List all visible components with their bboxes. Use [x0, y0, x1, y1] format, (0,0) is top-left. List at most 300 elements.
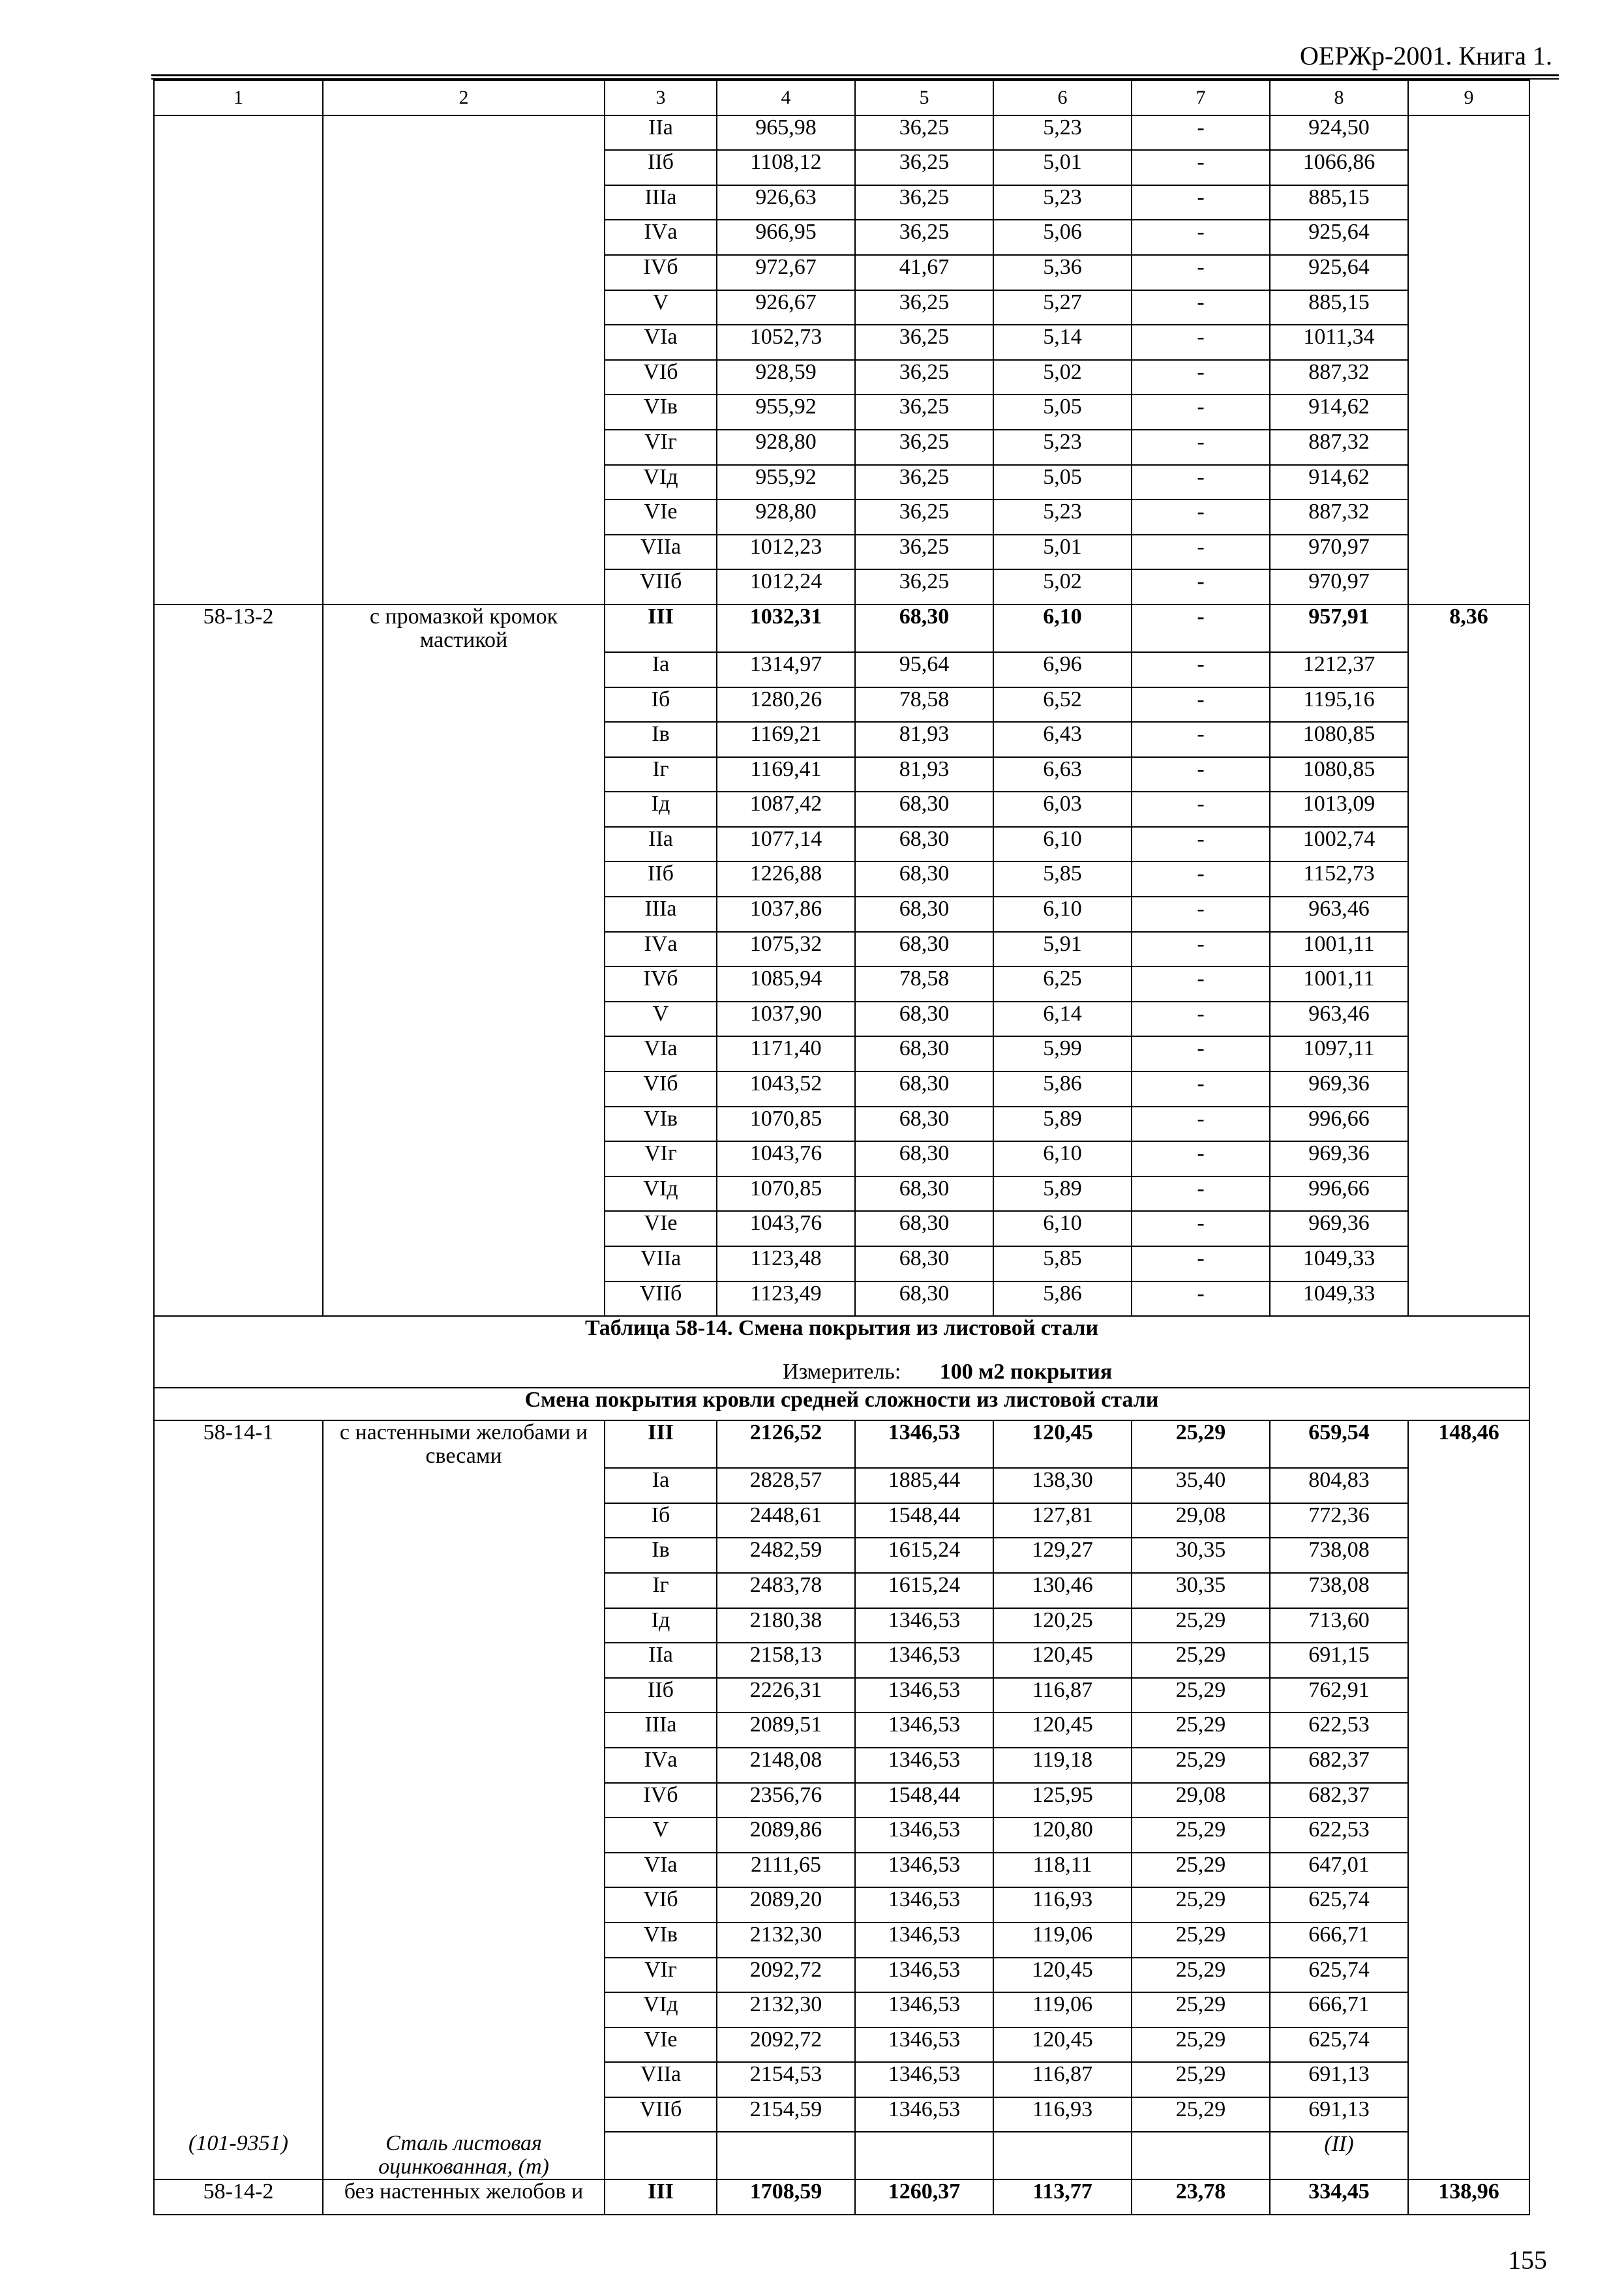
value-cell: 1548,44 — [855, 1783, 993, 1818]
section-row — [154, 1388, 1529, 1420]
blank-cell — [1408, 1246, 1529, 1281]
blank-cell — [154, 2062, 323, 2097]
blank-cell — [1408, 1887, 1529, 1922]
value-cell: 691,15 — [1270, 1643, 1408, 1678]
zone-cell: Iб — [605, 687, 717, 723]
table-row — [154, 1748, 1529, 1783]
zone-cell: Iа — [605, 652, 717, 687]
blank-cell — [1408, 255, 1529, 290]
blank-cell — [1408, 360, 1529, 395]
blank-cell — [1408, 1281, 1529, 1317]
value-cell: 68,30 — [855, 897, 993, 932]
blank-cell — [1408, 569, 1529, 605]
value-cell: 1013,09 — [1270, 792, 1408, 827]
blank-cell — [154, 1246, 323, 1281]
blank-cell — [154, 1468, 323, 1503]
blank-cell — [323, 861, 605, 897]
blank-cell — [154, 220, 323, 255]
value-cell: 1002,74 — [1270, 827, 1408, 862]
value-cell: 1346,53 — [855, 1853, 993, 1888]
blank-cell — [154, 2097, 323, 2132]
blank-cell — [323, 757, 605, 792]
value-cell: 1123,48 — [717, 1246, 855, 1281]
zone-cell: VIа — [605, 1853, 717, 1888]
value-cell: 6,10 — [993, 1211, 1132, 1246]
zone-cell: IVа — [605, 220, 717, 255]
blank-cell — [323, 966, 605, 1002]
value-cell: - — [1132, 465, 1270, 500]
blank-cell — [323, 1922, 605, 1958]
value-cell: 120,45 — [993, 2027, 1132, 2063]
blank-cell — [323, 1992, 605, 2027]
blank-cell — [154, 290, 323, 325]
value-cell: 25,29 — [1132, 1748, 1270, 1783]
value-cell: 1123,49 — [717, 1281, 855, 1317]
value-cell: 1152,73 — [1270, 861, 1408, 897]
value-cell: 972,67 — [717, 255, 855, 290]
blank-cell — [1408, 1678, 1529, 1713]
blank-cell — [1408, 1573, 1529, 1608]
blank-cell — [154, 430, 323, 465]
blank-cell — [1408, 1748, 1529, 1783]
zone-cell: Iа — [605, 1468, 717, 1503]
value-cell: 25,29 — [1132, 1713, 1270, 1748]
value-cell: 25,29 — [1132, 1853, 1270, 1888]
blank-cell — [154, 861, 323, 897]
blank-cell — [154, 1107, 323, 1142]
value-cell: 682,37 — [1270, 1748, 1408, 1783]
blank-cell — [323, 1141, 605, 1176]
value-cell: 1012,23 — [717, 535, 855, 570]
value-cell: 6,96 — [993, 652, 1132, 687]
blank-cell — [323, 1887, 605, 1922]
value-cell: - — [1132, 395, 1270, 430]
value-cell: 1080,85 — [1270, 757, 1408, 792]
blank-cell — [154, 1538, 323, 1573]
blank-cell — [323, 500, 605, 535]
value-cell: 35,40 — [1132, 1468, 1270, 1503]
value-cell: 885,15 — [1270, 290, 1408, 325]
value-cell: 36,25 — [855, 430, 993, 465]
value-cell: 30,35 — [1132, 1573, 1270, 1608]
blank-cell — [323, 1853, 605, 1888]
blank-cell — [1408, 722, 1529, 757]
value-cell: - — [1132, 325, 1270, 360]
value-cell: 5,23 — [993, 430, 1132, 465]
zone-cell: III — [605, 2179, 717, 2215]
value-cell: 6,03 — [993, 792, 1132, 827]
value-cell: 116,93 — [993, 2097, 1132, 2132]
value-cell: 1346,53 — [855, 1713, 993, 1748]
value-cell: 682,37 — [1270, 1783, 1408, 1818]
zone-cell: IIIа — [605, 185, 717, 220]
value-cell: 1212,37 — [1270, 652, 1408, 687]
blank-cell — [154, 792, 323, 827]
value-cell: 78,58 — [855, 966, 993, 1002]
blank-cell — [323, 1002, 605, 1037]
value-cell: 1346,53 — [855, 2027, 993, 2063]
zone-cell: V — [605, 1818, 717, 1853]
blank-cell — [1408, 220, 1529, 255]
value-cell: 647,01 — [1270, 1853, 1408, 1888]
measure-value: 100 м2 покрытия — [939, 1360, 1113, 1384]
value-cell: 68,30 — [855, 932, 993, 967]
value-cell: 36,25 — [855, 325, 993, 360]
zone-cell: VIIа — [605, 2062, 717, 2097]
value-cell: 1346,53 — [855, 1608, 993, 1643]
value-cell: 5,86 — [993, 1071, 1132, 1107]
zone-cell: VIIб — [605, 1281, 717, 1317]
value-cell: 966,95 — [717, 220, 855, 255]
zone-cell: Iв — [605, 722, 717, 757]
value-cell: 666,71 — [1270, 1922, 1408, 1958]
blank-cell — [154, 500, 323, 535]
blank-cell — [154, 1036, 323, 1071]
col-num: 8 — [1270, 80, 1408, 115]
blank-cell — [1408, 395, 1529, 430]
value-cell: 25,29 — [1132, 1958, 1270, 1993]
value-cell: 1548,44 — [855, 1503, 993, 1538]
value-cell: 5,36 — [993, 255, 1132, 290]
table-row — [154, 687, 1529, 723]
table-row — [154, 966, 1529, 1002]
blank-cell — [1408, 115, 1529, 151]
value-cell: 1346,53 — [855, 1818, 993, 1853]
zone-cell: VIв — [605, 1107, 717, 1142]
value-cell: 5,01 — [993, 150, 1132, 185]
blank-cell — [1408, 1036, 1529, 1071]
blank-cell — [154, 1281, 323, 1317]
blank-cell — [323, 465, 605, 500]
zone-cell: VIг — [605, 1958, 717, 1993]
blank-cell — [1408, 1211, 1529, 1246]
value-cell: 5,86 — [993, 1281, 1132, 1317]
value-cell: 120,45 — [993, 1420, 1132, 1468]
value-cell: 119,18 — [993, 1748, 1132, 1783]
blank-cell — [1408, 652, 1529, 687]
value-cell: - — [1132, 1281, 1270, 1317]
value-cell: 1012,24 — [717, 569, 855, 605]
blank-cell — [323, 792, 605, 827]
value-cell: 36,25 — [855, 395, 993, 430]
blank-cell — [1408, 1958, 1529, 1993]
value-cell: 120,45 — [993, 1643, 1132, 1678]
value-cell: 2132,30 — [717, 1922, 855, 1958]
blank-cell — [1408, 1468, 1529, 1503]
value-cell: 996,66 — [1270, 1107, 1408, 1142]
blank-cell — [154, 652, 323, 687]
blank-cell — [323, 115, 605, 151]
col-num: 7 — [1132, 80, 1270, 115]
value-cell: - — [1132, 605, 1270, 652]
blank-cell — [1408, 465, 1529, 500]
table-row — [154, 932, 1529, 967]
value-cell: 5,14 — [993, 325, 1132, 360]
blank-cell — [323, 1071, 605, 1107]
zone-cell: VIв — [605, 1922, 717, 1958]
value-cell: - — [1132, 827, 1270, 862]
value-cell: 1169,41 — [717, 757, 855, 792]
blank-cell — [1408, 687, 1529, 723]
zone-cell: Iб — [605, 1503, 717, 1538]
value-cell: 926,67 — [717, 290, 855, 325]
blank-cell — [154, 1643, 323, 1678]
zone-cell: Iд — [605, 1608, 717, 1643]
zone-cell: IVа — [605, 932, 717, 967]
table-row — [154, 150, 1529, 185]
blank-cell — [323, 1748, 605, 1783]
value-cell: 969,36 — [1270, 1211, 1408, 1246]
zone-cell: VIIа — [605, 535, 717, 570]
value-cell: 1260,37 — [855, 2179, 993, 2215]
value-cell: 5,85 — [993, 1246, 1132, 1281]
value-cell: 5,27 — [993, 290, 1132, 325]
value-cell: - — [1132, 1211, 1270, 1246]
blank-cell — [154, 1958, 323, 1993]
blank-cell — [323, 1503, 605, 1538]
blank-cell — [323, 827, 605, 862]
blank-cell — [1408, 1643, 1529, 1678]
table-row — [154, 1176, 1529, 1212]
zone-cell: VIе — [605, 1211, 717, 1246]
value-cell: 6,10 — [993, 605, 1132, 652]
value-cell: - — [1132, 430, 1270, 465]
value-cell: 885,15 — [1270, 185, 1408, 220]
blank-cell — [323, 897, 605, 932]
value-cell: 622,53 — [1270, 1713, 1408, 1748]
value-cell: 965,98 — [717, 115, 855, 151]
zone-cell: VIе — [605, 500, 717, 535]
value-cell: 2089,20 — [717, 1887, 855, 1922]
value-cell: 1885,44 — [855, 1468, 993, 1503]
value-cell: 68,30 — [855, 1107, 993, 1142]
value-cell: 120,45 — [993, 1713, 1132, 1748]
value-cell: 120,25 — [993, 1608, 1132, 1643]
zone-cell: IVб — [605, 966, 717, 1002]
blank-cell — [323, 1281, 605, 1317]
blank-cell — [154, 465, 323, 500]
value-cell: 1346,53 — [855, 1748, 993, 1783]
value-cell: 2154,53 — [717, 2062, 855, 2097]
value-cell: 925,64 — [1270, 255, 1408, 290]
table-row — [154, 1468, 1529, 1503]
value-cell: 25,29 — [1132, 2097, 1270, 2132]
value-cell: 887,32 — [1270, 500, 1408, 535]
table-row — [154, 605, 1529, 652]
value-cell: 1070,85 — [717, 1176, 855, 1212]
value-cell: 25,29 — [1132, 1887, 1270, 1922]
zone-cell: VIг — [605, 1141, 717, 1176]
blank-cell — [323, 1678, 605, 1713]
value-cell: 713,60 — [1270, 1608, 1408, 1643]
value-cell: 1346,53 — [855, 1678, 993, 1713]
blank-cell — [1408, 1853, 1529, 1888]
blank-cell — [154, 569, 323, 605]
blank-cell — [154, 2027, 323, 2063]
value-cell: 5,02 — [993, 569, 1132, 605]
col-num: 9 — [1408, 80, 1529, 115]
value-cell: 6,25 — [993, 966, 1132, 1002]
value-cell: - — [1132, 1036, 1270, 1071]
table-row — [154, 1503, 1529, 1538]
value-cell: 118,11 — [993, 1853, 1132, 1888]
blank-cell — [1132, 2132, 1270, 2179]
value-cell: 36,25 — [855, 290, 993, 325]
table-row — [154, 722, 1529, 757]
value-cell: 36,25 — [855, 569, 993, 605]
value-cell: 2126,52 — [717, 1420, 855, 1468]
value-cell: 5,91 — [993, 932, 1132, 967]
rate-code: 58-13-2 — [154, 605, 323, 652]
blank-cell — [154, 150, 323, 185]
blank-cell — [154, 1071, 323, 1107]
value-cell: 130,46 — [993, 1573, 1132, 1608]
blank-cell — [154, 1176, 323, 1212]
value-cell: 6,14 — [993, 1002, 1132, 1037]
value-cell: 5,23 — [993, 185, 1132, 220]
value-cell: 116,93 — [993, 1887, 1132, 1922]
blank-cell — [323, 1608, 605, 1643]
value-cell: 25,29 — [1132, 1818, 1270, 1853]
value-cell: - — [1132, 757, 1270, 792]
value-cell: 1346,53 — [855, 1420, 993, 1468]
value-cell: 1052,73 — [717, 325, 855, 360]
table-row — [154, 1678, 1529, 1713]
blank-cell — [323, 150, 605, 185]
table-row — [154, 1573, 1529, 1608]
value-cell: - — [1132, 932, 1270, 967]
value-cell: 2482,59 — [717, 1538, 855, 1573]
blank-cell — [154, 535, 323, 570]
zone-cell: VIб — [605, 1071, 717, 1107]
blank-cell — [154, 1608, 323, 1643]
value-cell: 116,87 — [993, 2062, 1132, 2097]
zone-cell: IIа — [605, 1643, 717, 1678]
measure-label: Измеритель: — [783, 1360, 901, 1384]
value-cell: 334,45 — [1270, 2179, 1408, 2215]
table-row — [154, 1643, 1529, 1678]
table-row — [154, 185, 1529, 220]
value-cell: - — [1132, 220, 1270, 255]
blank-cell — [717, 2132, 855, 2179]
zone-cell: VIIб — [605, 2097, 717, 2132]
material-class: (II) — [1270, 2132, 1408, 2179]
value-cell: 925,64 — [1270, 220, 1408, 255]
blank-cell — [154, 966, 323, 1002]
table-row — [154, 535, 1529, 570]
value-cell: 928,59 — [717, 360, 855, 395]
value-cell: 996,66 — [1270, 1176, 1408, 1212]
value-cell: 914,62 — [1270, 465, 1408, 500]
blank-cell — [154, 932, 323, 967]
value-cell: 1346,53 — [855, 1643, 993, 1678]
blank-cell — [154, 897, 323, 932]
zone-cell: III — [605, 1420, 717, 1468]
value-cell: - — [1132, 185, 1270, 220]
table-row — [154, 220, 1529, 255]
value-cell: 78,58 — [855, 687, 993, 723]
blank-cell — [323, 1211, 605, 1246]
value-cell: 25,29 — [1132, 1922, 1270, 1958]
blank-cell — [1408, 757, 1529, 792]
value-cell: 1169,21 — [717, 722, 855, 757]
blank-cell — [1408, 2132, 1529, 2179]
value-cell: 5,05 — [993, 395, 1132, 430]
blank-cell — [154, 1573, 323, 1608]
value-cell: 762,91 — [1270, 1678, 1408, 1713]
value-cell: 1043,76 — [717, 1211, 855, 1246]
value-cell: - — [1132, 500, 1270, 535]
blank-cell — [323, 1643, 605, 1678]
zone-cell: VIб — [605, 360, 717, 395]
table-row — [154, 1036, 1529, 1071]
table-row — [154, 2062, 1529, 2097]
zone-cell: Iд — [605, 792, 717, 827]
value-cell: - — [1132, 861, 1270, 897]
table-row — [154, 1818, 1529, 1853]
value-cell: 1280,26 — [717, 687, 855, 723]
value-cell: 36,25 — [855, 185, 993, 220]
blank-cell — [323, 360, 605, 395]
zone-cell: VIIа — [605, 1246, 717, 1281]
value-cell: 81,93 — [855, 757, 993, 792]
value-cell: 30,35 — [1132, 1538, 1270, 1573]
book-title: ОЕРЖр-2001. Книга 1. — [1300, 41, 1552, 70]
value-cell: 41,67 — [855, 255, 993, 290]
value-cell: 963,46 — [1270, 1002, 1408, 1037]
value-cell: 127,81 — [993, 1503, 1132, 1538]
zone-cell: V — [605, 1002, 717, 1037]
value-cell: 955,92 — [717, 465, 855, 500]
table-row — [154, 255, 1529, 290]
blank-cell — [154, 722, 323, 757]
table-row — [154, 897, 1529, 932]
blank-cell — [1408, 2062, 1529, 2097]
blank-cell — [154, 1818, 323, 1853]
blank-cell — [1408, 1992, 1529, 2027]
blank-cell — [154, 1748, 323, 1783]
value-cell: 622,53 — [1270, 1818, 1408, 1853]
value-cell: - — [1132, 255, 1270, 290]
blank-cell — [1408, 2097, 1529, 2132]
value-cell: 68,30 — [855, 1281, 993, 1317]
blank-cell — [1408, 1538, 1529, 1573]
table-row — [154, 827, 1529, 862]
blank-cell — [323, 1246, 605, 1281]
table-row — [154, 1211, 1529, 1246]
blank-cell — [1408, 290, 1529, 325]
value-cell: 1097,11 — [1270, 1036, 1408, 1071]
value-cell: 625,74 — [1270, 1958, 1408, 1993]
blank-cell — [154, 1783, 323, 1818]
value-cell: 924,50 — [1270, 115, 1408, 151]
page-number: 155 — [1508, 2245, 1547, 2275]
blank-cell — [605, 2132, 717, 2179]
value-cell: 25,29 — [1132, 1608, 1270, 1643]
value-cell: 5,05 — [993, 465, 1132, 500]
table-row — [154, 430, 1529, 465]
table-row — [154, 325, 1529, 360]
value-cell: 2089,51 — [717, 1713, 855, 1748]
value-cell: 6,63 — [993, 757, 1132, 792]
blank-cell — [154, 1002, 323, 1037]
value-cell: 36,25 — [855, 535, 993, 570]
table-row — [154, 465, 1529, 500]
blank-cell — [323, 1176, 605, 1212]
blank-cell — [1408, 1002, 1529, 1037]
blank-cell — [1408, 932, 1529, 967]
value-cell: 120,45 — [993, 1958, 1132, 1993]
